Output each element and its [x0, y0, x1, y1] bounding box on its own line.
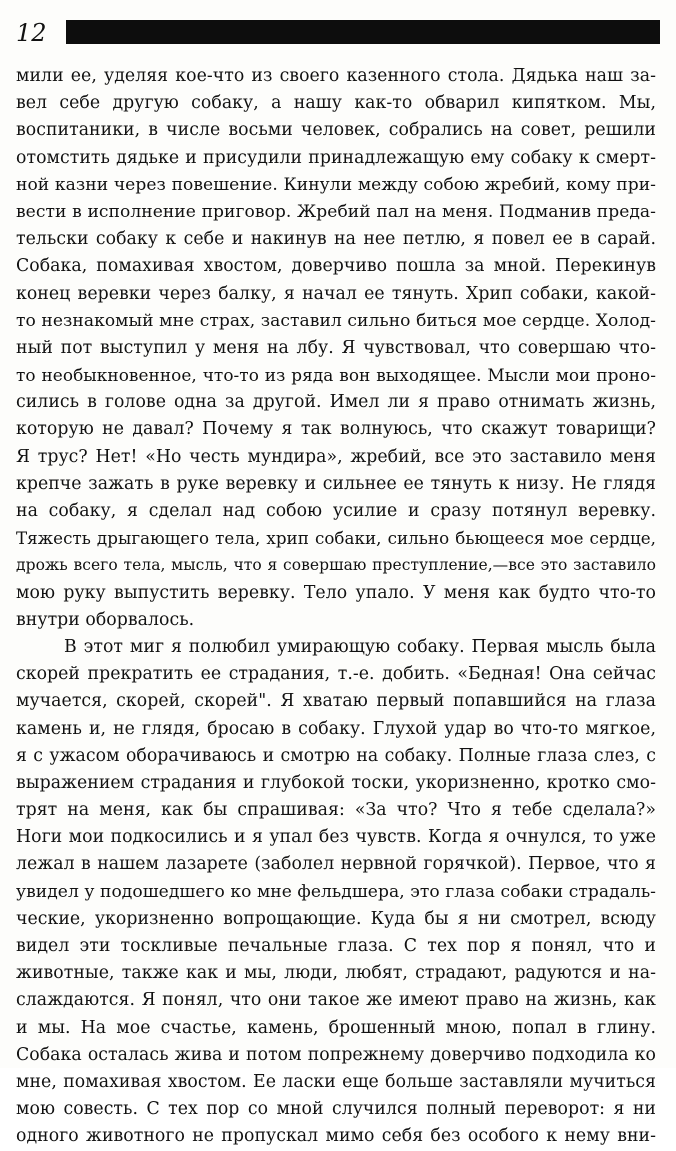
- text-line: сились в голове одна за другой. Имел ли я право отнимать жизнь,: [16, 392, 656, 413]
- text-line: ной казни через повешение. Кинули между собою жребий, кому при-: [16, 174, 656, 195]
- text-line: крепче зажать в руке веревку и сильнее ее тянуть к низу. Не глядя: [16, 473, 656, 494]
- text-line: дрожь всего тела, мысль, что я совершаю преступление,—все это заставило: [16, 556, 656, 575]
- text-line: которую не давал? Почему я так волнуюсь, что скажут товарищи?: [16, 419, 656, 440]
- page-number: 12: [16, 19, 47, 47]
- body-text: [16, 63, 656, 1151]
- text-line: мне, помахивая хвостом. Ее ласки еще больше заставляли мучиться: [16, 1071, 656, 1092]
- header-rule: [66, 20, 660, 44]
- text-line: конец веревки через балку, я начал ее тянуть. Хрип собаки, какой-: [16, 283, 656, 304]
- text-line: В этот миг я полюбил умирающую собаку. Первая мысль была: [64, 636, 656, 657]
- text-line: увидел у подошедшего ко мне фельдшера, это глаза собаки страдаль-: [16, 881, 656, 902]
- text-line: слаждаются. Я понял, что они такое же имеют право на жизнь, как: [16, 990, 656, 1011]
- text-line: видел эти тоскливые печальные глаза. С тех пор я понял, что и: [16, 936, 656, 956]
- text-line: Собака осталась жива и потом попрежнему доверчиво подходила ко: [16, 1044, 656, 1065]
- text-line: мою руку выпустить веревку. Тело упало. У меня как будто что-то: [16, 582, 656, 603]
- text-line: камень и, не глядя, бросаю в собаку. Глухой удар во что-то мягкое,: [16, 718, 656, 739]
- text-line: воспитаники, в числе восьми человек, собрались на совет, решили: [16, 120, 656, 141]
- text-line: Ноги мои подкосились и я упал без чувств. Когда я очнулся, то уже: [16, 827, 656, 848]
- text-line: я с ужасом оборачиваюсь и смотрю на собаку. Полные глаза слез, с: [16, 745, 656, 766]
- text-line: лежал в нашем лазарете (заболел нервной горячкой). Первое, что я: [16, 854, 656, 875]
- text-line: Я трус? Нет! «Но честь мундира», жребий, все это заставило меня: [16, 446, 656, 467]
- text-line: скорей прекратить ее страдания, т.-е. добить. «Бедная! Она сейчас: [16, 664, 656, 685]
- text-line: то необыкновенное, что-то из ряда вон выходящее. Мысли мои проно-: [16, 365, 656, 386]
- text-line: мили ее, уделяя кое-что из своего казенного стола. Дядька наш за-: [16, 66, 656, 86]
- text-line: Собака, помахивая хвостом, доверчиво пошла за мной. Перекинув: [16, 256, 656, 277]
- text-line: мучается, скорей, скорей". Я хватаю первый попавшийся на глаза: [16, 691, 656, 712]
- text-line: Тяжесть дрыгающего тела, хрип собаки, сильно бьющееся мое сердце,: [16, 528, 656, 549]
- paragraph-1: [16, 63, 656, 634]
- text-line: животные, также как и мы, люди, любят, страдают, радуются и на-: [16, 963, 656, 984]
- text-line: трят на меня, как бы спрашивая: «За что? Что я тебе сделала?»: [16, 800, 656, 821]
- paragraph-2: [16, 634, 656, 1151]
- text-line: и мы. На мое счастье, камень, брошенный мною, попал в глину.: [16, 1017, 656, 1038]
- text-line: вести в исполнение приговор. Жребий пал на меня. Подманив преда-: [16, 201, 656, 222]
- text-line: выражением страдания и глубокой тоски, укоризненно, кротко смо-: [16, 772, 656, 793]
- text-line: вел себе другую собаку, а нашу как-то обварил кипятком. Мы,: [16, 93, 656, 114]
- text-line: тельски собаку к себе и накинув на нее петлю, я повел ее в сарай.: [16, 229, 656, 250]
- text-line: на собаку, я сделал над собою усилие и сразу потянул веревку.: [16, 501, 656, 521]
- text-line: одного животного не пропускал мимо себя без особого к нему вни-: [16, 1126, 656, 1147]
- text-line: отомстить дядьке и присудили принадлежащую ему собаку к смерт-: [16, 147, 656, 168]
- text-line: внутри оборвалось.: [16, 609, 195, 630]
- page-header: [10, 14, 660, 54]
- text-line: ный пот выступил у меня на лбу. Я чувствовал, что совершаю что-: [16, 337, 656, 358]
- text-line: мою совесть. С тех пор со мной случился полный переворот: я ни: [16, 1099, 656, 1120]
- text-line: ческие, укоризненно вопрощающие. Куда бы я ни смотрел, всюду: [16, 908, 656, 929]
- text-line: то незнакомый мне страх, заставил сильно биться мое сердце. Холод-: [16, 310, 656, 331]
